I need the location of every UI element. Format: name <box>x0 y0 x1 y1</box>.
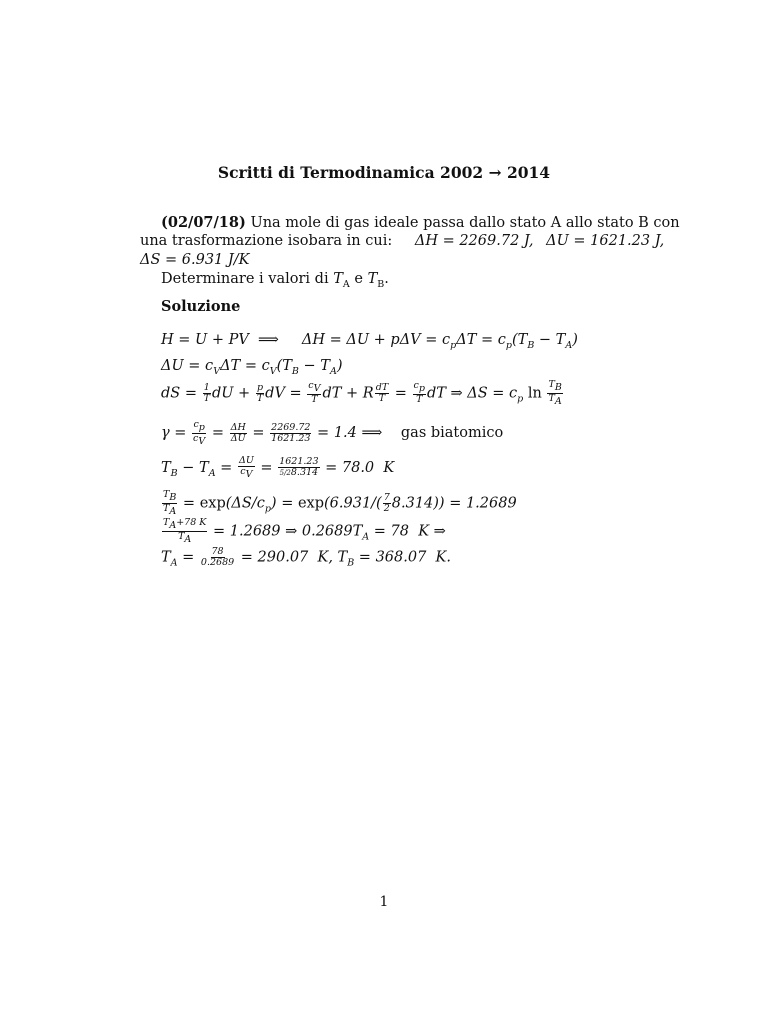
frac-seven-halves: $\frac{7}{2}$ <box>383 491 390 514</box>
frac-du-over-cv: $\frac{\Delta U}{c_V}$ <box>238 455 254 480</box>
frac-1-over-t: $\frac{1}{T}$ <box>203 381 210 404</box>
problem-label: (02/07/18) <box>161 214 246 231</box>
question-text: Determinare i valori di <box>161 271 329 287</box>
delta-u-value: ΔU = 1621.23 J, <box>546 233 665 249</box>
problem-question <box>161 271 389 290</box>
document-title: Scritti di Termodinamica 2002 → 2014 <box>217 163 551 182</box>
frac-78-over-0-2689: $\frac{78}{0.2689}$ <box>200 546 235 568</box>
frac-ta-plus-78: $\frac{T_A+78 K}{T_A}$ <box>163 517 207 545</box>
frac-tb-over-ta: $\frac{T_B}{T_A}$ <box>548 379 562 407</box>
frac-numeric-ratio: $\frac{2269.72}{1621.23}$ <box>271 421 311 444</box>
frac-cv-over-t: $\frac{c_V}{T}$ <box>308 380 321 406</box>
equation-5: $T_B - T_A$ = $\frac{\Delta U}{c_V}$ = $\frac{1621.23}{5/28.314}$ = 78.0 K <box>161 455 395 480</box>
problem-text-1: Una mole di gas ideale passa dallo stato A allo stato B con <box>250 215 680 231</box>
equation-8: $T_A$ = $\frac{78}{0.2689}$ = 290.07 K, $T_B = 368.07$ K. <box>161 546 451 569</box>
gas-type-text: gas biatomico <box>400 425 504 442</box>
ta-symbol: T <box>333 271 343 287</box>
equation-3: dS = $\frac{1}{T}$ dU + $\frac{p}{T}$ dV = $\frac{c_V}{T}$ dT + R $\frac{dT}{T}$ = $\frac{c_p}{T}$ dT ⇒ $\Delta S = c_p$ ln $\frac{T_B}{T_A}$ <box>161 379 562 407</box>
equation-2: $\Delta U = c_V\Delta T = c_V(T_B - T_A)$ <box>161 358 343 377</box>
equation-6: $\frac{T_B}{T_A}$ = $\exp(\Delta S/c_p) = \exp(6.931/$( $\frac{7}{2}$ 8.314)) = 1.2689 <box>163 489 517 517</box>
frac-dh-over-du: $\frac{\Delta H}{\Delta U}$ <box>230 421 246 444</box>
solution-heading: Soluzione <box>161 298 241 315</box>
tb-symbol: T <box>367 271 378 287</box>
question-period: . <box>384 271 389 287</box>
delta-h-value: ΔH = 2269.72 J, <box>414 233 534 249</box>
frac-dt-over-t: $\frac{dT}{T}$ <box>375 381 389 404</box>
problem-line-1 <box>161 214 680 231</box>
delta-s-value: ΔS = 6.931 J/K <box>140 252 250 268</box>
frac-du-numeric: $\frac{1621.23}{5/28.314}$ <box>279 456 319 479</box>
equation-7: $\frac{T_A+78 K}{T_A}$ = 1.2689 ⇒ $0.2689T_A = 78$ K ⇒ <box>163 517 446 545</box>
problem-line-2 <box>140 233 664 249</box>
ta-sub: A <box>342 278 350 290</box>
tb-sub: B <box>377 278 385 290</box>
equation-1: H = U + PV ⟹ $\Delta H = \Delta U + p\Delta V = c_p\Delta T = c_p(T_B - T_A)$ <box>161 332 578 351</box>
frac-tb-ta-6: $\frac{T_B}{T_A}$ <box>163 489 177 517</box>
frac-cp-over-cv: $\frac{c_p}{c_V}$ <box>193 419 206 447</box>
and-word: e <box>354 271 363 287</box>
frac-cp-over-t: $\frac{c_p}{T}$ <box>413 380 425 406</box>
frac-p-over-t: $\frac{p}{T}$ <box>256 381 264 404</box>
equation-4: γ = $\frac{c_p}{c_V}$ = $\frac{\Delta H}{\Delta U}$ = $\frac{2269.72}{1621.23}$ = 1.4 ⟹ gas biatomico <box>161 419 504 447</box>
problem-text-2: una trasformazione isobara in cui: <box>140 233 393 249</box>
page-number: 1 <box>379 894 389 910</box>
